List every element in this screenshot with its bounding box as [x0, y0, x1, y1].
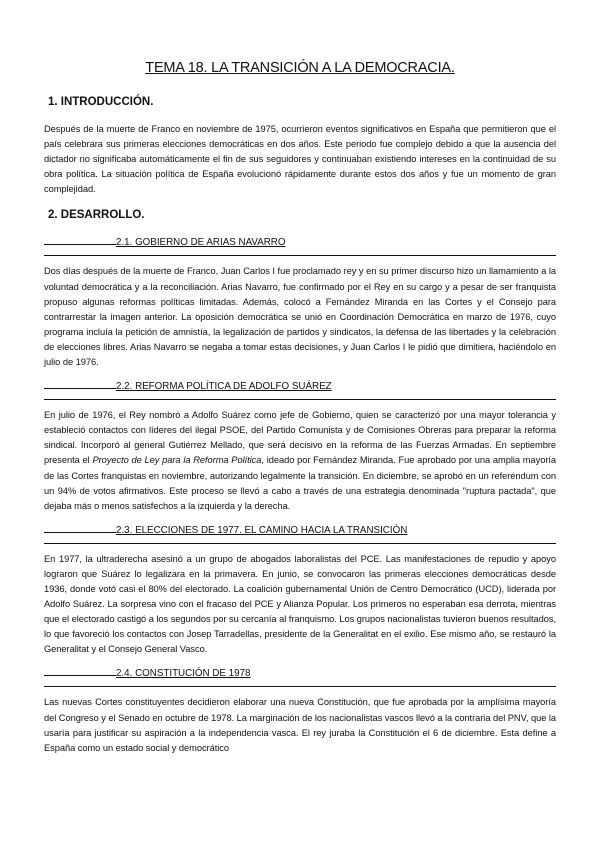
document-title: TEMA 18. LA TRANSICIÓN A LA DEMOCRACIA. [145, 60, 455, 76]
heading-leader-line [44, 523, 116, 533]
subsection-heading-2-2 [44, 379, 556, 392]
subsection-heading-2-4 [44, 666, 556, 679]
section-heading-desarrollo: 2. DESARROLLO. [48, 209, 145, 222]
paragraph-introduccion: Después de la muerte de Franco en noviembre de 1975, ocurrieron eventos significativos en España que permitieron que el país celebrara sus primeras elecciones democráticas en dos años. Este periodo fue complejo debido a que la ausencia del dictador no significaba automáticamente el fin de sus seguidores y continuaban existiendo intereses en la continuidad de su obra política. La situación política de España evolucionó rápidamente durante estos dos años y fue un momento de gran complejidad. [44, 124, 556, 195]
section-heading-introduccion: 1. INTRODUCCIÓN. [48, 96, 154, 108]
subsection-title-2-1: 2.1. GOBIERNO DE ARIAS NAVARRO [116, 237, 286, 249]
subsection-heading-2-3 [44, 523, 556, 536]
heading-leader-line [44, 379, 116, 389]
section-divider [44, 399, 556, 400]
paragraph-2-4: Las nuevas Cortes constituyentes decidieron elaborar una nueva Constitución, que fue aprobada por la amplísima mayoría del Congreso y el Senado en octubre de 1978. La marginación de los nacionalistas vascos llevó a la contraria del PNV, que la usaría para justificar su aspiración a la independencia vasca. El rey juraba la Constitución el 6 de diciembre. Esta define a España como un estado social y democrático [44, 697, 556, 753]
section-divider [44, 255, 556, 256]
paragraph-2-2 [44, 408, 556, 514]
subsection-title-2-4: 2.4. CONSTITUCIÓN DE 1978 [116, 668, 251, 680]
heading-leader-line [44, 235, 116, 245]
subsection-title-2-3: 2.3. ELECCIONES DE 1977. EL CAMINO HACIA LA TRANSICIÓN [116, 524, 408, 536]
subsection-heading-2-1 [44, 235, 556, 248]
subsection-title-2-2: 2.2. REFORMA POLÍTICA DE ADOLFO SUÁREZ [116, 381, 332, 393]
paragraph-2-3: En 1977, la ultraderecha asesinó a un grupo de abogados laboralistas del PCE. Las manifestaciones de repudio y apoyo lograron que Suárez lo legalizara en la primavera. En junio, se convocaron las primeras elecciones democráticas desde 1936, donde votó casi el 80% del electorado. La coalición gubernamental Unión de Centro Democrático (UCD), liderada por Adolfo Suárez. La sorpresa vino con el fracaso del PCE y Alianza Popular. Los primeros no esperaban esa derrota, mientras que el electorado castigó a los segundos por su cercanía al franquismo. Los grupos nacionalistas tuvieron buenos resultados, lo que favoreció los contactos con Josep Tarradellas, presidente de la Generalitat en el exilio. Ese mismo año, se restauró la Generalitat y el Consejo General Vasco. [44, 553, 556, 655]
paragraph-2-1: Dos días después de la muerte de Franco, Juan Carlos I fue proclamado rey y en su primer discurso hizo un llamamiento a la voluntad democrática y a la reconciliación. Arias Navarro, fue confirmado por el Rey en su cargo y a pesar de ser franquista propuso algunas reformas políticas limitadas. Además, colocó a Fernández Miranda en las Cortes y el Consejo para contrarrestar la imagen anterior. La oposición democrática se unió en Coordinación Democrática en marzo de 1976, cuyo programa incluía la petición de amnistía, la legalización de partidos y sindicatos, la defensa de las libertades y la celebración de elecciones libres. Arias Navarro se negaba a tomar estas decisiones, y Juan Carlos I le pidió que dimitiera, haciéndolo en julio de 1976. [44, 266, 556, 368]
section-divider [44, 543, 556, 544]
reform-law-title: Proyecto de Ley para la Reforma Política [92, 455, 262, 466]
heading-leader-line [44, 666, 116, 676]
paragraph-2-2-part-a: En julio de 1976, el Rey nombró a Adolfo Suárez como jefe de Gobierno, quien se caracterizó por una mayor tolerancia y estableció contactos con líderes del ilegal PSOE, del Partido Comunista y de Comisiones Obreras para preparar la reforma sindical. Incorporó al general Gutiérrez Mellado, que será decisivo en la reforma de las Fuerzas Armadas. En septiembre presenta el [44, 410, 556, 466]
section-divider [44, 686, 556, 687]
paragraph-2-2-part-b: , ideado por Fernández Miranda. Fue aprobado por una amplia mayoría de las Cortes franquistas en noviembre, autorizando legalmente la transición. En diciembre, se aprobó en un referéndum con un 94% de votos afirmativos. Este proceso se llevó a cabo a través de una estrategia denominada "ruptura pactada", que dejaba más o menos satisfechos a la izquierda y la derecha. [44, 455, 557, 511]
